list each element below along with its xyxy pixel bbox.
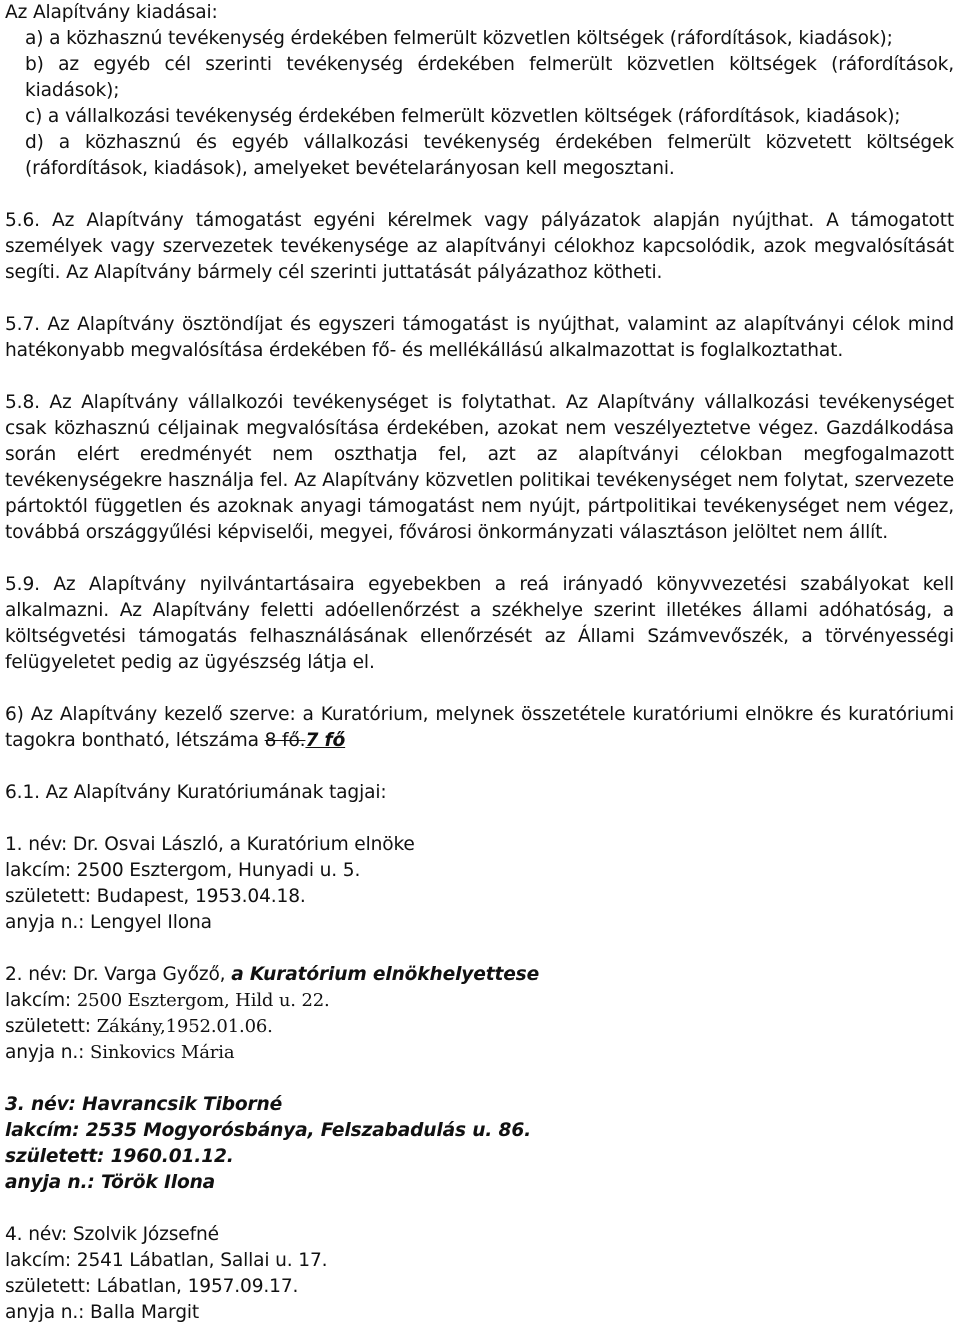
member-name-prefix: 2. név: Dr. Varga Győző, (5, 964, 232, 985)
member-born: született: Lábatlan, 1957.09.17. (5, 1276, 299, 1297)
member-4 (5, 1222, 954, 1326)
section-5-6: 5.6. Az Alapítvány támogatást egyéni kérelmek vagy pályázatok alapján nyújthat. A támogatott személyek vagy szervezetek tevékenysége az alapítványi célokhoz kapcsolódik, azok megvalósítását segíti. Az Alapítvány bármely cél szerinti juttatását pályázathoz kötheti. (5, 210, 954, 283)
mother-label: anyja n.: (5, 1042, 91, 1063)
member-1 (5, 832, 954, 936)
member-born: született: 1960.01.12. (5, 1146, 234, 1167)
expense-item-a: a) a közhasznú tevékenység érdekében felmerült közvetlen költségek (ráfordítások, kiadások); (25, 28, 893, 49)
member-name: 1. név: Dr. Osvai László, a Kuratórium elnöke (5, 834, 415, 855)
born-label: született: (5, 1016, 97, 1037)
member-3 (5, 1092, 954, 1196)
member-address: lakcím: 2500 Esztergom, Hunyadi u. 5. (5, 860, 361, 881)
member-mother: anyja n.: Lengyel Ilona (5, 912, 212, 933)
member-name: 4. név: Szolvik Józsefné (5, 1224, 219, 1245)
member-address (5, 988, 954, 1014)
member-name: 3. név: Havrancsik Tiborné (5, 1094, 283, 1115)
member-born: született: Budapest, 1953.04.18. (5, 886, 306, 907)
address-value: 2500 Esztergom, Hild u. 22. (76, 990, 330, 1011)
address-label: lakcím: (5, 990, 77, 1011)
section-6 (5, 702, 954, 754)
section-5-7: 5.7. Az Alapítvány ösztöndíjat és egyszeri támogatást is nyújthat, valamint az alapítványi célok mind hatékonyabb megvalósítása érdekében fő- és mellékállású alkalmazottat is foglalkoztathat. (5, 314, 954, 361)
member-mother: anyja n.: Balla Margit (5, 1302, 200, 1323)
member-2 (5, 962, 954, 1066)
member-address: lakcím: 2541 Lábatlan, Sallai u. 17. (5, 1250, 328, 1271)
member-address: lakcím: 2535 Mogyorósbánya, Felszabadulás u. 86. (5, 1120, 532, 1141)
expenses-heading: Az Alapítvány kiadásai: (5, 2, 218, 23)
member-name (5, 962, 954, 988)
expense-item-c: c) a vállalkozási tevékenység érdekében felmerült közvetlen költségek (ráfordítások, kiadások); (25, 106, 901, 127)
member-role: a Kuratórium elnökhelyettese (231, 964, 540, 985)
section-6-1: 6.1. Az Alapítvány Kuratóriumának tagjai: (5, 782, 387, 803)
born-value: Zákány,1952.01.06. (96, 1016, 273, 1037)
section-5-8: 5.8. Az Alapítvány vállalkozói tevékenységet is folytathat. Az Alapítvány vállalkozási tevékenységet csak közhasznú céljainak megvalósítása érdekében, azokat nem veszélyeztetve végez. Gazdálkodása során elért eredményét nem oszthatja fel, azt az alapítványi célokban megfogalmazott tevékenységekre használja fel. Az Alapítvány közvetlen politikai tevékenységet nem folytat, szervezete pártoktól független és azoknak anyagi támogatást nem nyújt, pártpolitikai tevékenységet nem végez, továbbá országgyűlési képviselői, megyei, fővárosi önkormányzati választáson jelöltet nem állít. (5, 392, 954, 543)
mother-value: Sinkovics Mária (90, 1042, 235, 1063)
section-5-9: 5.9. Az Alapítvány nyilvántartásaira egyebekben a reá irányadó könyvvezetési szabályokat kell alkalmazni. Az Alapítvány feletti adóellenőrzést a székhelye szerint illetékes állami adóhatóság, a költségvetési támogatás felhasználásának ellenőrzését az Állami Számvevőszék, a törvényességi felügyeletet pedig az ügyészség látja el. (5, 574, 954, 673)
member-born (5, 1014, 954, 1040)
expense-item-b: b) az egyéb cél szerinti tevékenység érdekében felmerült közvetlen költségek (ráfordítások, kiadások); (25, 54, 954, 101)
member-mother: anyja n.: Török Ilona (5, 1172, 216, 1193)
member-mother (5, 1040, 954, 1066)
struck-headcount: 8 fő. (264, 730, 306, 751)
new-headcount: 7 fő (305, 730, 346, 751)
section-6-text: 6) Az Alapítvány kezelő szerve: a Kuratórium, melynek összetétele kuratóriumi elnökre és kuratóriumi tagokra bontható, létszáma (5, 704, 954, 751)
expense-item-d: d) a közhasznú és egyéb vállalkozási tevékenység érdekében felmerült közvetett költségek (ráfordítások, kiadások), amelyeket bevételarányosan kell megosztani. (25, 132, 954, 179)
